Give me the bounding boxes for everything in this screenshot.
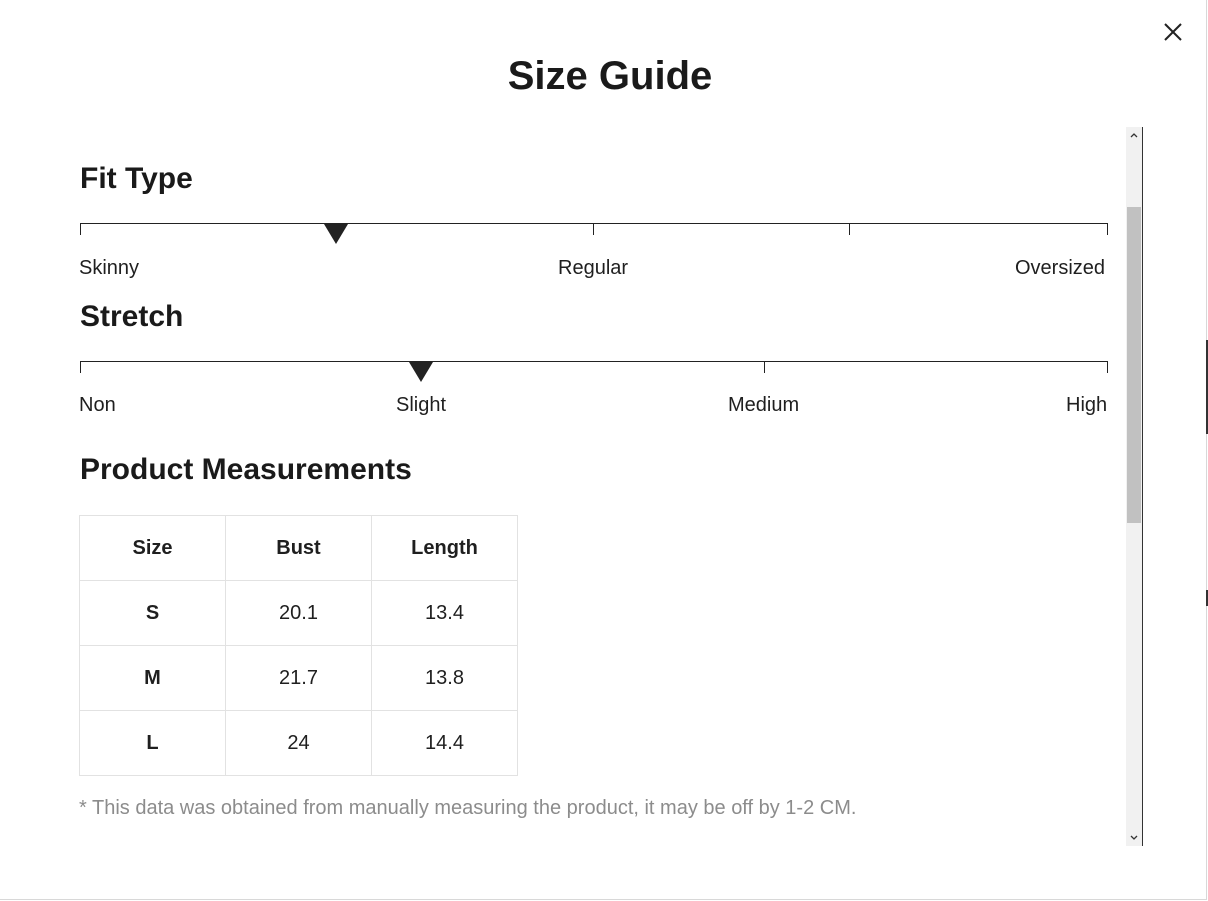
close-button[interactable] [1160, 19, 1186, 45]
fit-type-scale-line [80, 223, 1108, 224]
fit-type-label-skinny: Skinny [79, 257, 140, 279]
stretch-marker [409, 362, 433, 382]
stretch-label-non: Non [79, 394, 116, 416]
bust-cell: 20.1 [226, 581, 372, 646]
table-row [80, 646, 518, 711]
fit-type-tick [80, 223, 81, 235]
table-header-row [80, 516, 518, 581]
stretch-scale-line [80, 361, 1108, 362]
table-row [80, 581, 518, 646]
product-measurements-heading: Product Measurements [80, 453, 412, 486]
measurements-table [79, 515, 518, 776]
column-header-length: Length [372, 516, 518, 581]
length-cell: 13.8 [372, 646, 518, 711]
stretch-label-high: High [1066, 394, 1108, 416]
length-cell: 14.4 [372, 711, 518, 776]
fit-type-tick [593, 223, 594, 235]
bust-cell: 24 [226, 711, 372, 776]
column-header-size: Size [80, 516, 226, 581]
table-row [80, 711, 518, 776]
stretch-label-slight: Slight [396, 394, 447, 416]
fit-type-scale [80, 223, 1108, 237]
fit-type-label-regular: Regular [558, 257, 629, 279]
scroll-thumb[interactable] [1127, 207, 1141, 523]
fit-type-tick [849, 223, 850, 235]
fit-type-label-oversized: Oversized [1015, 257, 1106, 279]
fit-type-heading: Fit Type [80, 162, 193, 195]
chevron-up-icon[interactable] [1126, 127, 1142, 143]
fit-type-marker [324, 224, 348, 244]
stretch-tick [1107, 361, 1108, 373]
size-cell: M [80, 646, 226, 711]
column-header-bust: Bust [226, 516, 372, 581]
close-icon[interactable] [1160, 19, 1186, 45]
scroll-up-button[interactable] [1126, 127, 1142, 143]
chevron-down-icon[interactable] [1126, 830, 1142, 846]
scroll-down-button[interactable] [1126, 830, 1142, 846]
bust-cell: 21.7 [226, 646, 372, 711]
fit-type-tick [1107, 223, 1108, 235]
size-cell: S [80, 581, 226, 646]
stretch-scale [80, 361, 1108, 375]
stretch-label-medium: Medium [728, 394, 800, 416]
content-scrollbar[interactable] [1126, 127, 1143, 846]
size-cell: L [80, 711, 226, 776]
size-guide-content[interactable] [0, 127, 1126, 847]
modal-title: Size Guide [507, 54, 713, 98]
measurement-note: * This data was obtained from manually measuring the product, it may be off by 1-2 CM. [79, 797, 857, 819]
stretch-tick [80, 361, 81, 373]
length-cell: 13.4 [372, 581, 518, 646]
stretch-heading: Stretch [80, 300, 184, 333]
stretch-tick [764, 361, 765, 373]
